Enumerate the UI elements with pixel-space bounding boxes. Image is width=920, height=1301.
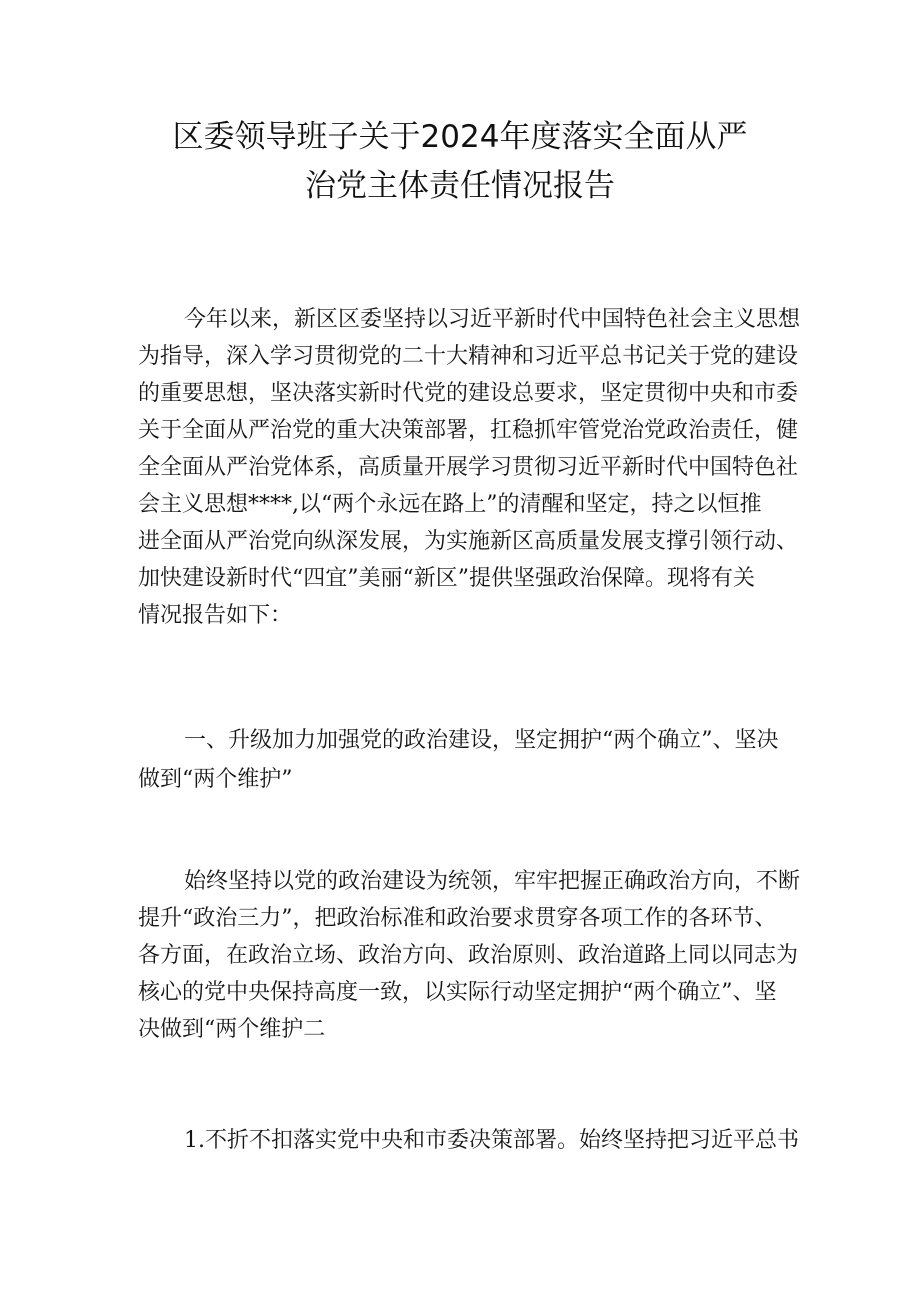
paragraph-line: 的重要思想，坚决落实新时代党的建设总要求，坚定贯彻中央和市委: [138, 381, 799, 406]
paragraph-line: 各方面，在政治立场、政治方向、政治原则、政治道路上同以同志为: [138, 943, 799, 968]
paragraph-line: 今年以来，新区区委坚持以习近平新时代中国特色社会主义思想: [184, 307, 801, 332]
paragraph-line: 全全面从严治党体系，高质量开展学习贯彻习近平新时代中国特色社: [138, 455, 799, 480]
paragraph-line: 进全面从严治党向纵深发展，为实施新区高质量发展支撑引领行动、: [138, 529, 799, 554]
heading-line: 做到“两个维护”: [138, 767, 293, 792]
paragraph-line: 核心的党中央保持高度一致，以实际行动坚定拥护“两个确立”、坚: [138, 980, 777, 1005]
heading-line: 一、升级加力加强党的政治建设，坚定拥护“两个确立”、坚决: [184, 728, 779, 753]
paragraph-line: 情况报告如下：: [138, 603, 293, 628]
paragraph-line: 会主义思想****,以“两个永远在路上”的清醒和坚定，持之以恒推: [138, 492, 762, 517]
document-title-line-2: 治党主体责任情况报告: [305, 168, 615, 204]
paragraph-line: 关于全面从严治党的重大决策部署，扛稳抓牢管党治党政治责任，健: [138, 418, 799, 443]
paragraph-line: 加快建设新时代“四宜”美丽“新区”提供坚强政治保障。现将有关: [138, 566, 755, 591]
paragraph-line: 始终坚持以党的政治建设为统领，牢牢把握正确政治方向，不断: [184, 869, 801, 894]
paragraph-line: 为指导，深入学习贯彻党的二十大精神和习近平总书记关于党的建设: [138, 344, 799, 369]
paragraph-line: 1.不折不扣落实党中央和市委决策部署。始终坚持把习近平总书: [184, 1128, 799, 1153]
paragraph-line: 提升“政治三力”，把政治标准和政治要求贯穿各项工作的各环节、: [138, 906, 777, 931]
document-title-line-1: 区委领导班子关于2024年度落实全面从严: [172, 119, 748, 155]
paragraph-line: 决做到“两个维护二: [138, 1017, 326, 1042]
